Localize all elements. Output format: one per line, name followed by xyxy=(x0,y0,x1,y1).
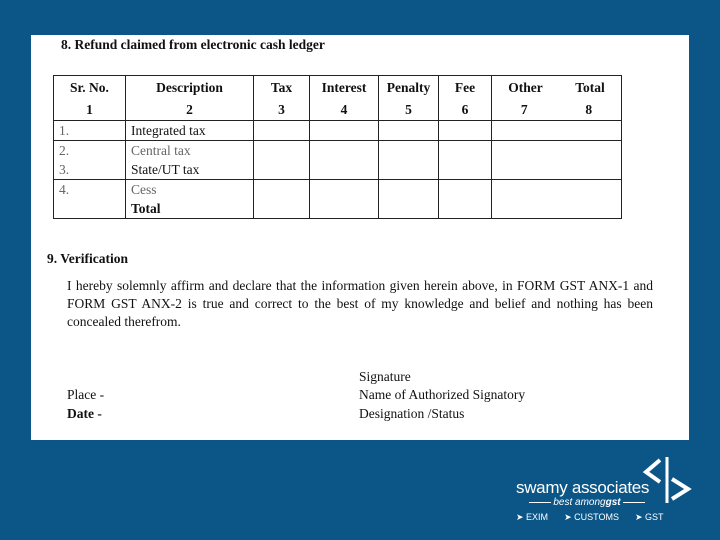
sr-no: 2. xyxy=(59,143,70,158)
logo-link: ➤ EXIM xyxy=(516,512,549,522)
col-number: 5 xyxy=(379,99,439,121)
col-number: 4 xyxy=(310,99,379,121)
col-number: 7 xyxy=(520,101,528,117)
sr-no: 4. xyxy=(59,182,70,197)
table-row xyxy=(54,141,622,180)
col-header: Interest xyxy=(310,76,379,100)
col-number: 6 xyxy=(439,99,492,121)
place-label: Place - xyxy=(67,387,105,402)
col-number: 1 xyxy=(54,99,126,121)
logo-link: ➤ CUSTOMS xyxy=(564,512,619,522)
designation-label: Designation /Status xyxy=(359,406,465,421)
col-header: Tax xyxy=(254,76,310,100)
table-row xyxy=(54,121,622,141)
col-number: 2 xyxy=(126,99,254,121)
col-header: Sr. No. xyxy=(54,76,126,100)
col-header: Other xyxy=(508,79,543,95)
description: Integrated tax xyxy=(131,123,206,138)
logo-tagline: best amonggst xyxy=(516,497,658,508)
col-number: 8 xyxy=(585,101,593,117)
sr-no: 1. xyxy=(59,123,70,138)
col-header: Description xyxy=(126,76,254,100)
sr-no: 3. xyxy=(59,162,70,177)
logo-links xyxy=(516,512,664,523)
description: State/UT tax xyxy=(131,162,200,177)
col-header: Total xyxy=(575,79,605,95)
total-label: Total xyxy=(131,201,161,216)
col-number: 3 xyxy=(254,99,310,121)
logo-arrows-icon xyxy=(640,455,695,505)
col-header: Fee xyxy=(439,76,492,100)
col-header: Penalty xyxy=(379,76,439,100)
document-page xyxy=(31,35,689,440)
refund-table xyxy=(53,75,622,219)
description: Cess xyxy=(131,182,157,197)
section-8-title: 8. Refund claimed from electronic cash ledger xyxy=(61,37,325,52)
signatory-name-label: Name of Authorized Signatory xyxy=(359,387,526,402)
table-row xyxy=(54,180,622,219)
date-label: Date - xyxy=(67,406,102,421)
section-9-title: 9. Verification xyxy=(47,251,128,266)
declaration-text: I hereby solemnly affirm and declare that the information given herein above, in FORM GST ANX-1 and FORM GST ANX-2 is true and correct to the best of my knowledge and belief and nothing has been concealed therefrom. xyxy=(67,278,653,329)
description: Central tax xyxy=(131,143,191,158)
logo-link: ➤ GST xyxy=(634,512,664,522)
signature-label: Signature xyxy=(359,369,411,384)
logo-name: swamy associates xyxy=(516,478,650,497)
